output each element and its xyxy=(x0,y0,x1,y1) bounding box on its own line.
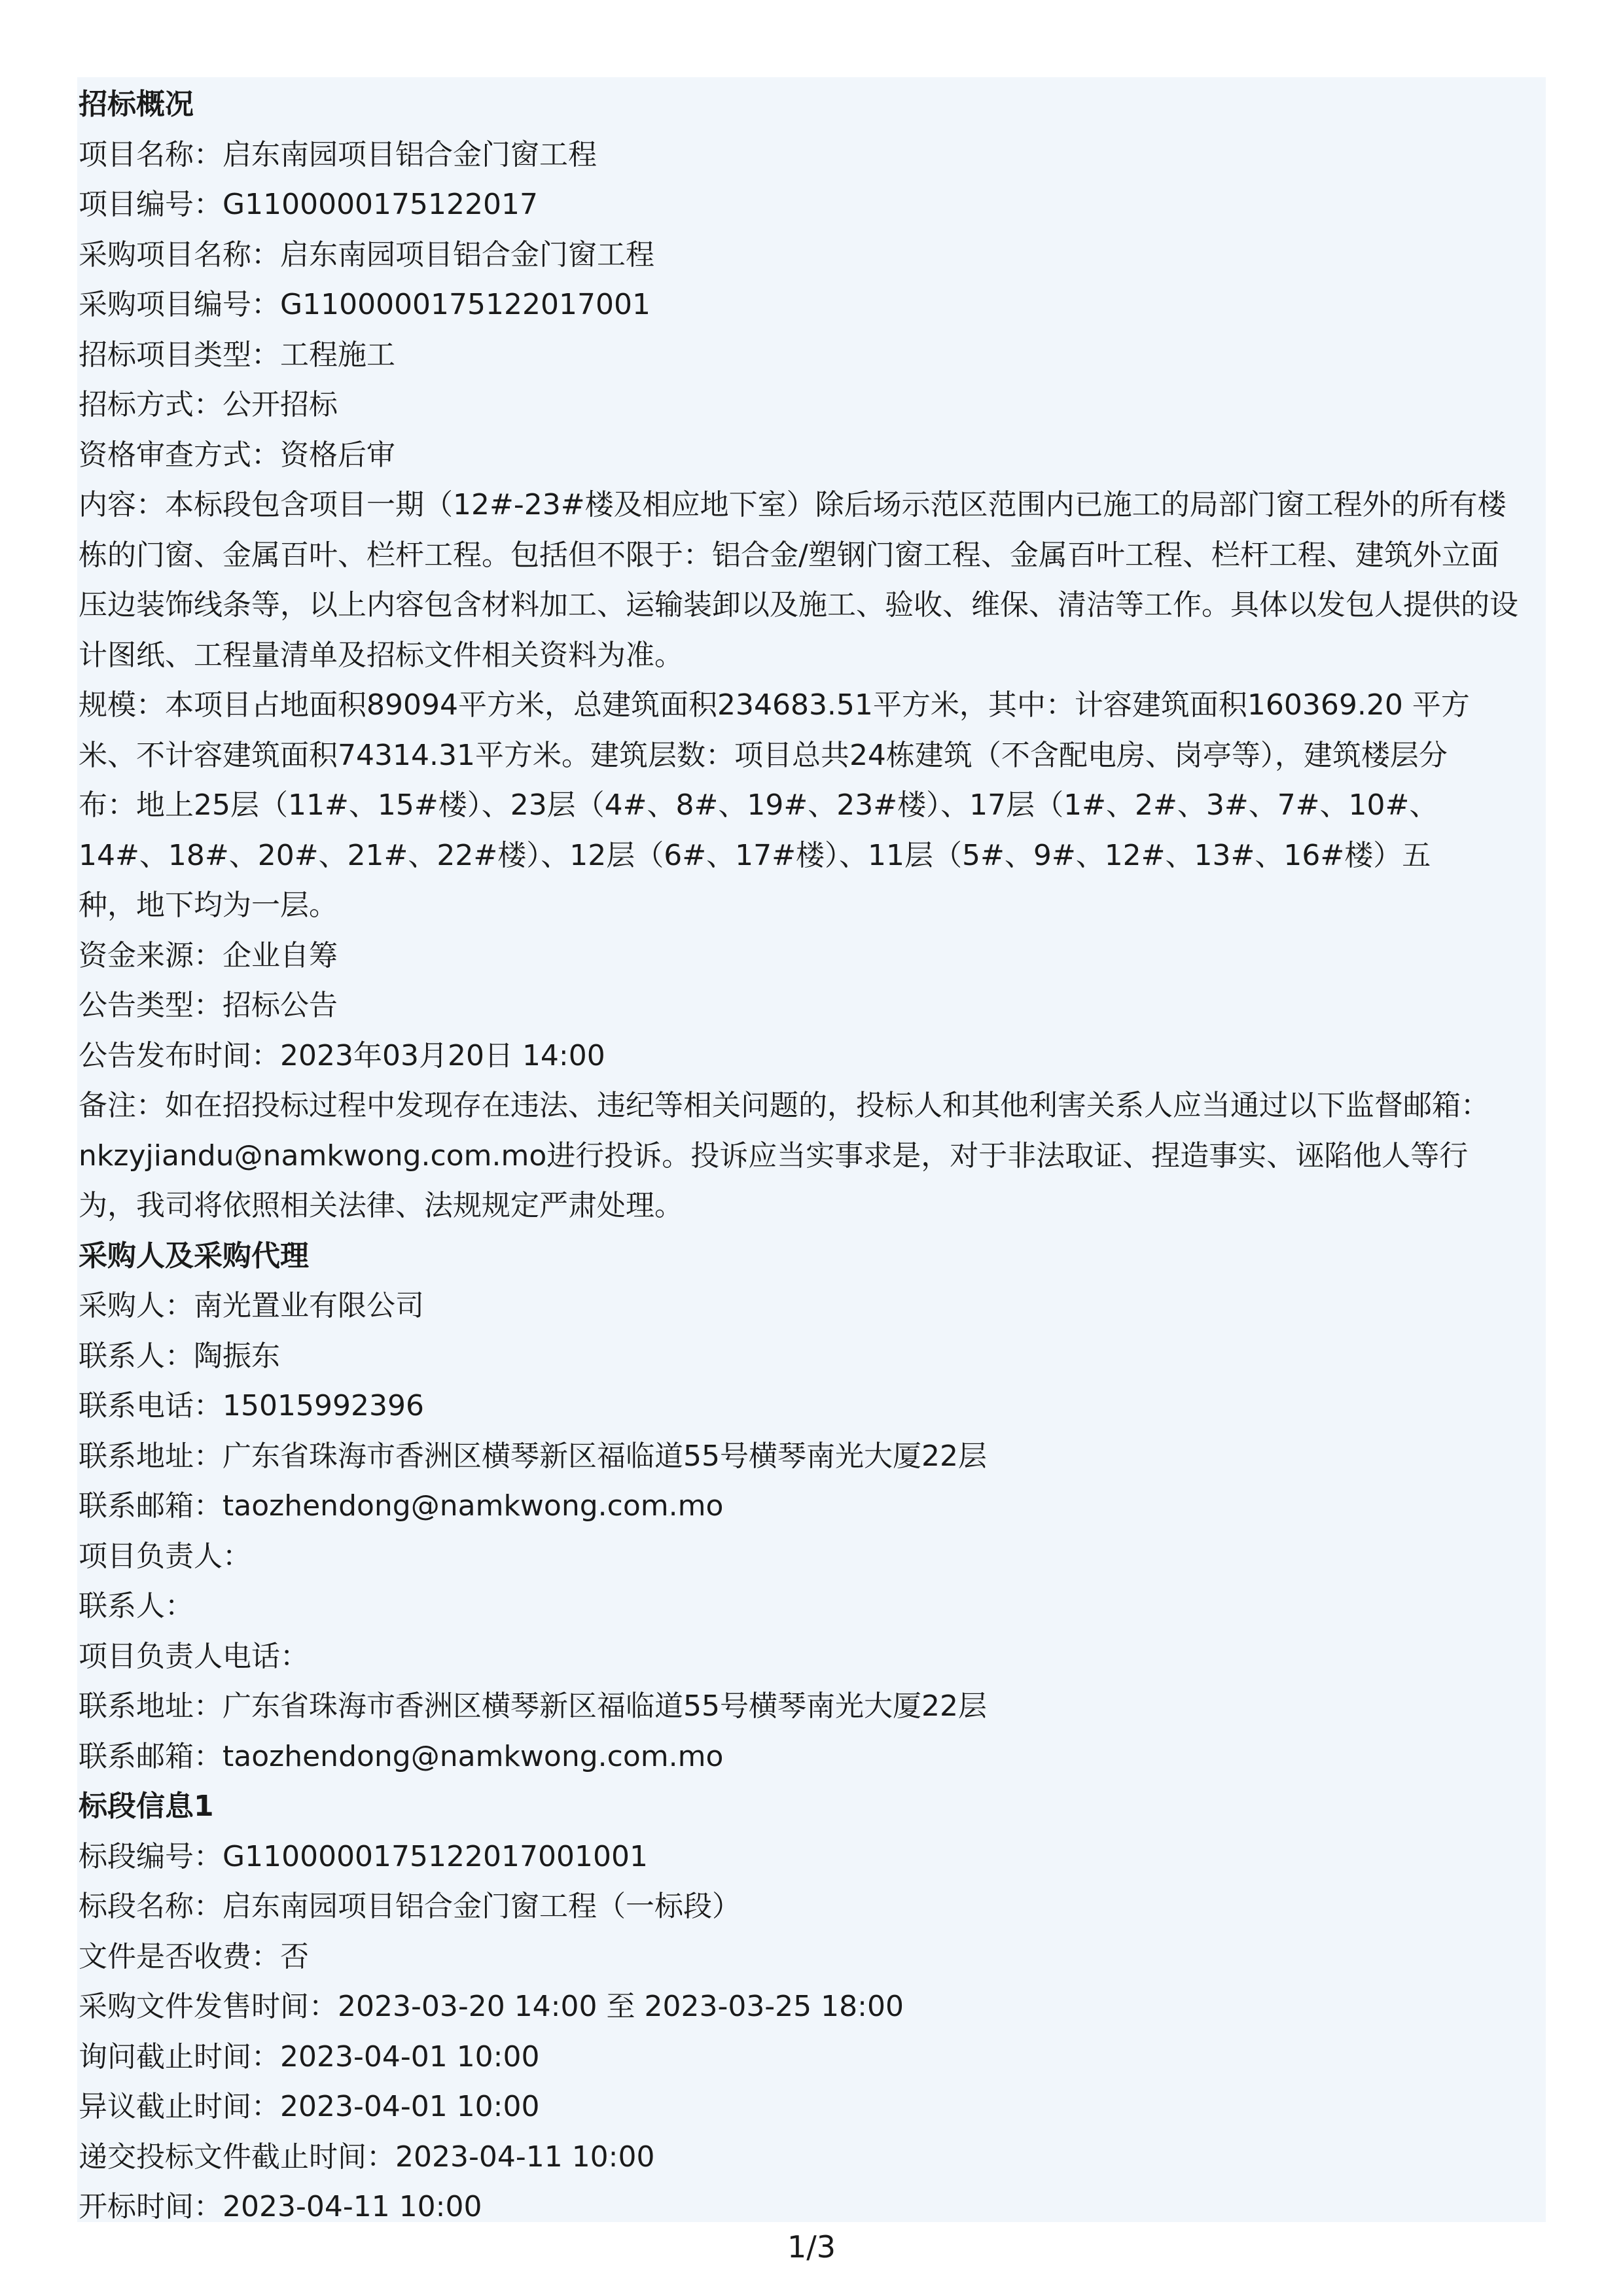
project-number-line: 项目编号：G1100000175122017 xyxy=(79,188,539,221)
scale-paragraph xyxy=(79,680,1544,931)
scale-line: 14#、18#、20#、21#、22#楼）、12层（6#、17#楼）、11层（5#、9#、12#、13#、16#楼）五 xyxy=(79,838,1431,872)
qualification-review-line: 资格审查方式：资格后审 xyxy=(79,438,395,472)
note-line: 为，我司将依照相关法律、法规规定严肃处理。 xyxy=(79,1189,683,1222)
agent-contact-email-line: 联系邮箱：taozhendong@namkwong.com.mo xyxy=(79,1739,724,1773)
note-line: 备注：如在招投标过程中发现存在违法、违纪等相关问题的，投标人和其他利害关系人应当通过以下监督邮箱： xyxy=(79,1089,1489,1122)
purchase-project-number-line: 采购项目编号：G1100000175122017001 xyxy=(79,288,651,321)
page-indicator: 1/3 xyxy=(787,2229,836,2265)
contact-email-line: 联系邮箱：taozhendong@namkwong.com.mo xyxy=(79,1489,724,1523)
bid-submission-deadline-line: 递交投标文件截止时间：2023-04-11 10:00 xyxy=(79,2140,655,2174)
note-line: nkzyjiandu@namkwong.com.mo进行投诉。投诉应当实事求是，对于非法取证、捏造事实、诬陷他人等行 xyxy=(79,1139,1469,1173)
bid-opening-time-line: 开标时间：2023-04-11 10:00 xyxy=(79,2190,482,2223)
note-paragraph xyxy=(79,1081,1544,1231)
section-heading-overview: 招标概况 xyxy=(79,88,194,121)
contact-phone-line: 联系电话：15015992396 xyxy=(79,1389,424,1422)
project-manager-line: 项目负责人： xyxy=(79,1539,251,1573)
inquiry-deadline-line: 询问截止时间：2023-04-01 10:00 xyxy=(79,2040,540,2074)
tender-project-type-line: 招标项目类型：工程施工 xyxy=(79,338,395,372)
objection-deadline-line: 异议截止时间：2023-04-01 10:00 xyxy=(79,2090,540,2123)
content-line: 内容：本标段包含项目一期（12#-23#楼及相应地下室）除后场示范区范围内已施工的局部门窗工程外的所有楼 xyxy=(79,488,1507,521)
scale-line: 米、不计容建筑面积74314.31平方米。建筑层数：项目总共24栋建筑（不含配电房、岗亭等），建筑楼层分 xyxy=(79,738,1448,772)
fund-source-line: 资金来源：企业自筹 xyxy=(79,938,338,972)
agent-contact-person-line: 联系人： xyxy=(79,1589,194,1623)
file-fee-line: 文件是否收费：否 xyxy=(79,1939,309,1973)
sale-time-line: 采购文件发售时间：2023-03-20 14:00 至 2023-03-25 18:00 xyxy=(79,1990,904,2023)
project-manager-phone-line: 项目负责人电话： xyxy=(79,1639,309,1673)
purchaser-line: 采购人：南光置业有限公司 xyxy=(79,1289,424,1322)
publish-time-line: 公告发布时间：2023年03月20日 14:00 xyxy=(79,1038,605,1072)
document-body xyxy=(79,80,1544,2233)
section-heading-purchaser: 采购人及采购代理 xyxy=(79,1239,309,1273)
content-line: 计图纸、工程量清单及招标文件相关资料为准。 xyxy=(79,638,683,672)
content-line: 压边装饰线条等，以上内容包含材料加工、运输装卸以及施工、验收、维保、清洁等工作。具体以发包人提供的设 xyxy=(79,588,1518,622)
lot-name-line: 标段名称：启东南园项目铝合金门窗工程（一标段） xyxy=(79,1890,741,1923)
scale-line: 规模：本项目占地面积89094平方米，总建筑面积234683.51平方米，其中：计容建筑面积160369.20 平方 xyxy=(79,688,1470,722)
section-heading-lot-1: 标段信息1 xyxy=(79,1790,214,1823)
announcement-type-line: 公告类型：招标公告 xyxy=(79,989,338,1022)
scale-line: 种，地下均为一层。 xyxy=(79,889,338,922)
content-line: 栋的门窗、金属百叶、栏杆工程。包括但不限于：铝合金/塑钢门窗工程、金属百叶工程、栏杆工程、建筑外立面 xyxy=(79,538,1499,572)
tender-method-line: 招标方式：公开招标 xyxy=(79,388,338,421)
scale-line: 布：地上25层（11#、15#楼）、23层（4#、8#、19#、23#楼）、17层（1#、2#、3#、7#、10#、 xyxy=(79,788,1438,822)
content-paragraph xyxy=(79,480,1544,680)
lot-number-line: 标段编号：G1100000175122017001001 xyxy=(79,1839,648,1873)
agent-contact-address-line: 联系地址：广东省珠海市香洲区横琴新区福临道55号横琴南光大厦22层 xyxy=(79,1689,987,1723)
contact-address-line: 联系地址：广东省珠海市香洲区横琴新区福临道55号横琴南光大厦22层 xyxy=(79,1439,987,1473)
project-name-line: 项目名称：启东南园项目铝合金门窗工程 xyxy=(79,137,597,171)
purchase-project-name-line: 采购项目名称：启东南园项目铝合金门窗工程 xyxy=(79,238,654,272)
contact-person-line: 联系人：陶振东 xyxy=(79,1339,280,1373)
